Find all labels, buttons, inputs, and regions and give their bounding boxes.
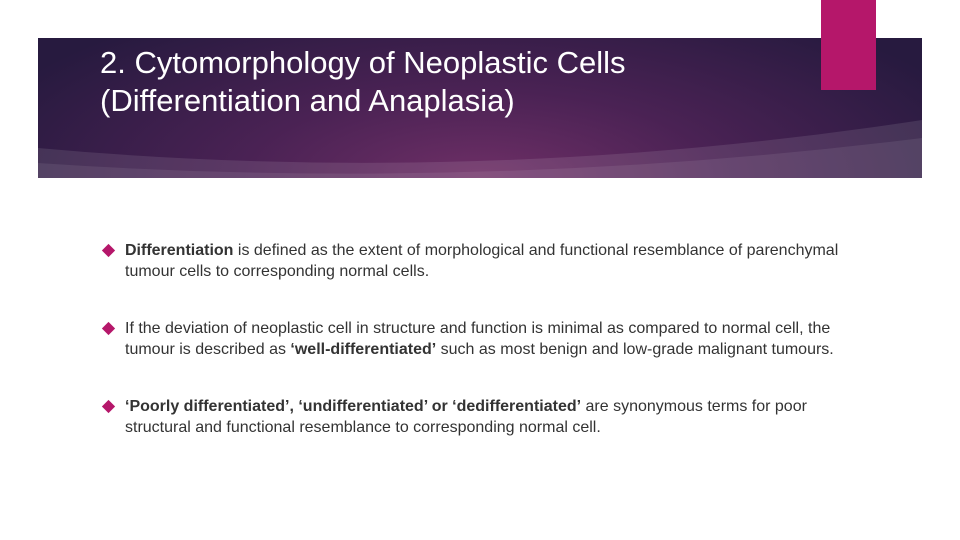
- bullet-bold-term: ‘Poorly differentiated’, ‘undifferentiated’ or ‘dedifferentiated’: [125, 398, 582, 415]
- bullet-item-poorly-differentiated: [103, 396, 863, 438]
- bullet-bold-term: Differentiation: [125, 242, 234, 259]
- title-line-1: 2. Cytomorphology of Neoplastic Cells: [100, 45, 626, 80]
- slide-title: [100, 44, 800, 120]
- diamond-bullet-icon: [102, 322, 115, 335]
- bullet-text-post: such as most benign and low-grade malignant tumours.: [436, 341, 834, 358]
- title-line-2: (Differentiation and Anaplasia): [100, 83, 515, 118]
- bullet-text-pre: If the deviation of neoplastic cell in structure and function is minimal as compared to normal cell, the tumour is described as: [125, 320, 831, 358]
- bullet-list: [103, 240, 863, 438]
- accent-tab: [821, 0, 876, 90]
- bullet-bold-term: ‘well-differentiated’: [290, 341, 437, 358]
- bullet-item-differentiation: [103, 240, 863, 282]
- bullet-text: is defined as the extent of morphological and functional resemblance of parenchymal tumour cells to corresponding normal cells.: [125, 242, 839, 280]
- bullet-item-well-differentiated: [103, 318, 863, 360]
- bullet-text: are synonymous terms for poor structural and functional resemblance to corresponding normal cell.: [125, 398, 807, 436]
- diamond-bullet-icon: [102, 244, 115, 257]
- diamond-bullet-icon: [102, 400, 115, 413]
